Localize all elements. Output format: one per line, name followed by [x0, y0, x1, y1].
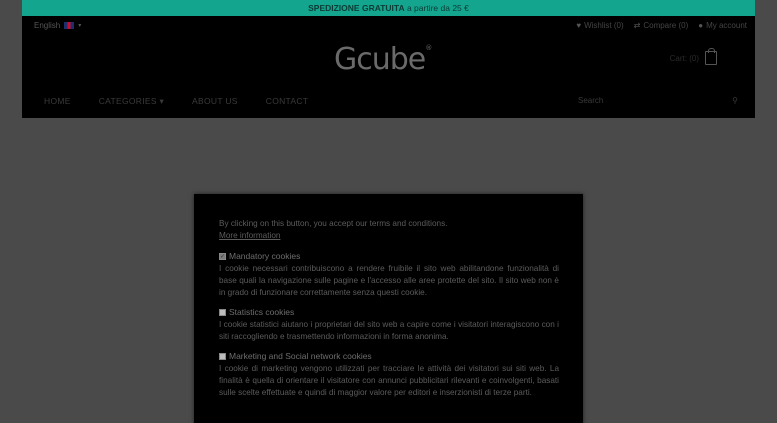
- mandatory-cookies-section: [219, 250, 559, 299]
- cookie-consent-dialog: [194, 194, 583, 423]
- shopping-bag-icon: [705, 51, 717, 65]
- uk-flag-icon: [64, 22, 74, 29]
- promo-rest: a partire da 25 €: [404, 3, 469, 13]
- mandatory-cookies-checkbox[interactable]: ✓: [220, 253, 226, 260]
- cart-label: Cart: (0): [669, 53, 699, 63]
- site-header: [22, 16, 755, 118]
- more-information-link[interactable]: More information: [219, 231, 281, 240]
- search-icon[interactable]: ⚲: [732, 96, 738, 105]
- promo-bold: SPEDIZIONE GRATUITA: [308, 3, 405, 13]
- nav-item-categories[interactable]: CATEGORIES ▾: [98, 96, 165, 106]
- user-icon: ●: [698, 21, 704, 30]
- main-nav: [44, 96, 336, 107]
- marketing-cookies-section: [219, 350, 559, 399]
- logo-text: Gcube: [334, 42, 426, 77]
- language-selector[interactable]: [34, 21, 81, 30]
- account-label: My account: [706, 21, 747, 30]
- site-logo[interactable]: [334, 42, 431, 77]
- compare-icon: ⇄: [633, 21, 641, 30]
- cart-button[interactable]: [670, 51, 717, 65]
- cookie-intro-text: By clicking on this button, you accept our terms and conditions.: [219, 219, 448, 228]
- statistics-cookies-description: I cookie statistici aiutano i proprietari del sito web a capire come i visitatori interagiscono con i siti raccogliendo e trasmettendo informazioni in forma anonima.: [219, 320, 559, 341]
- user-links: [576, 21, 747, 30]
- marketing-cookies-checkbox[interactable]: [219, 353, 226, 360]
- marketing-cookies-description: I cookie di marketing vengono utilizzati per tracciare le attività dei visitatori sui siti web. La finalità è quella di orientare il visitatore con annunci pubblicitari rilevanti e coinvolgenti, basati sulle scelte effettuate e quindi di maggior valore per editori e inserzionisti di terze parti.: [219, 364, 559, 397]
- cookie-intro: [219, 218, 559, 242]
- mandatory-cookies-description: I cookie necessari contribuiscono a rendere fruibile il sito web abilitandone funzionalità di base quali la navigazione sulle pagine e l'accesso alle aree protette del sito. Il sito web non è in grado di funzionare correttamente senza questi cookie.: [219, 264, 559, 297]
- mandatory-cookies-title: Mandatory cookies: [229, 251, 301, 261]
- wishlist-link[interactable]: [576, 21, 623, 30]
- account-link[interactable]: [698, 21, 747, 30]
- wishlist-label: Wishlist (0): [584, 21, 624, 30]
- search-input[interactable]: [578, 96, 738, 110]
- compare-link[interactable]: [634, 21, 689, 30]
- statistics-cookies-title: Statistics cookies: [229, 307, 295, 317]
- statistics-cookies-checkbox[interactable]: [219, 309, 226, 316]
- logo-trademark: ®: [425, 44, 432, 52]
- free-shipping-banner: [22, 0, 755, 16]
- compare-label: Compare (0): [643, 21, 689, 30]
- chevron-down-icon: ▾: [78, 23, 82, 29]
- nav-item-contact[interactable]: CONTACT: [265, 96, 309, 106]
- nav-item-home[interactable]: HOME: [44, 96, 71, 106]
- marketing-cookies-title: Marketing and Social network cookies: [229, 351, 372, 361]
- nav-item-about-us[interactable]: ABOUT US: [192, 96, 238, 106]
- search-placeholder: Search: [578, 96, 604, 105]
- statistics-cookies-section: [219, 306, 559, 343]
- heart-icon: ♥: [576, 21, 582, 30]
- language-label: English: [34, 21, 61, 30]
